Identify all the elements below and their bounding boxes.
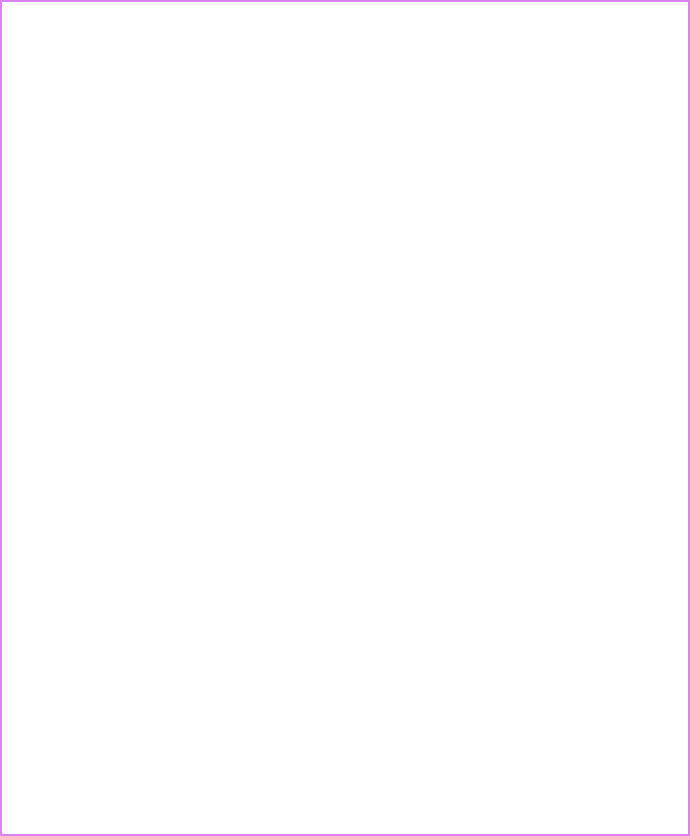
blank-content-area bbox=[4, 4, 686, 832]
